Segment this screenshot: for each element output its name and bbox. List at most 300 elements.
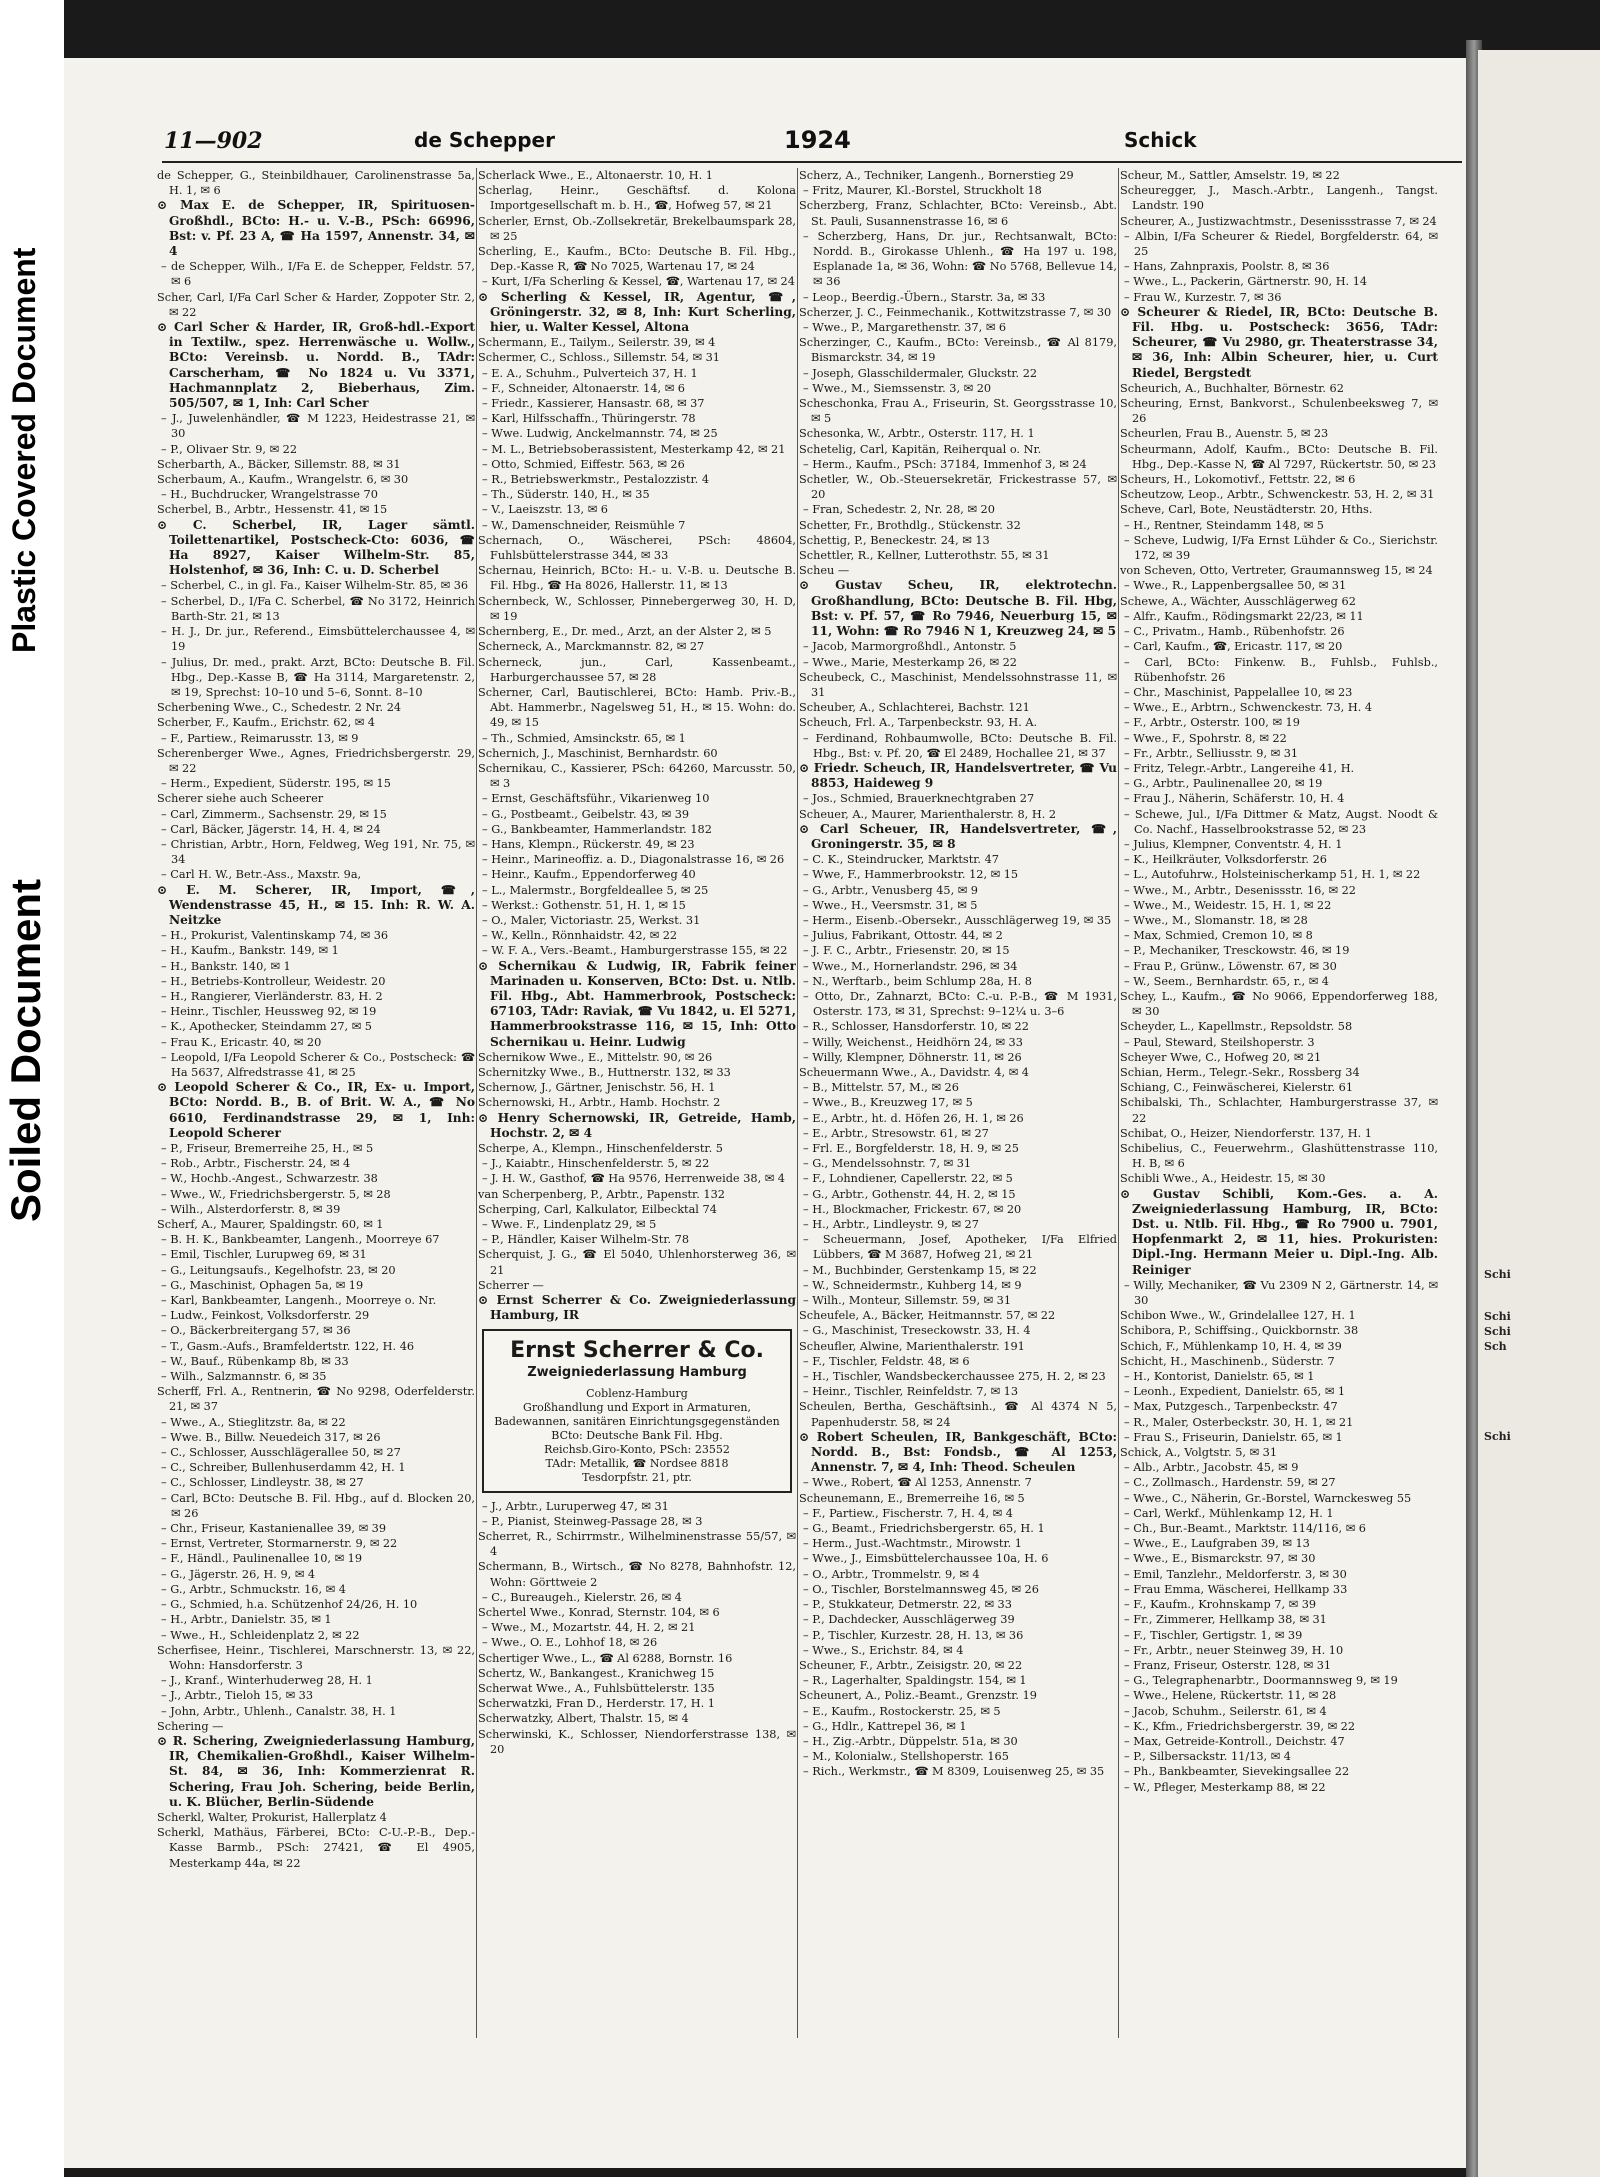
- directory-entry: Schertz, W., Bankangest., Kranichweg 15: [478, 1666, 715, 1680]
- directory-entry: – C., Schreiber, Bullenhuserdamm 42, H. 1: [161, 1461, 406, 1475]
- directory-entry: Scheunemann, E., Bremerreihe 16, ✉ 5: [799, 1491, 1025, 1505]
- directory-entry: – Wwe., Robert, ☎ Al 1253, Annenstr. 7: [803, 1476, 1032, 1490]
- scanner-margin: [0, 0, 64, 2177]
- directory-entry: Scherwinski, K., Schlosser, Niendorferstrasse 138, ✉ 20: [478, 1727, 796, 1756]
- directory-entry: – H., Betriebs-Kontrolleur, Weidestr. 20: [161, 974, 386, 988]
- directory-entry: – W., Damenschneider, Reismühle 7: [482, 518, 686, 532]
- directory-entry: – C., Bureaugeh., Kielerstr. 26, ✉ 4: [482, 1590, 682, 1604]
- directory-entry: – Fr., Arbtr., neuer Steinweg 39, H. 10: [1124, 1643, 1344, 1657]
- firm-entry: ⊙ Gustav Scheu, IR, elektrotechn. Großhandlung, BCto: Deutsche B. Fil. Hbg, Bst: v. Pf. 57, ☎ Ro 7946, Neuerburg 15, ✉ 11, Wohn: ☎ Ro 7946 N 1, Kreuzweg 24, ✉ 5: [799, 578, 1117, 639]
- directory-entry: – Herm., Expedient, Süderstr. 195, ✉ 15: [161, 777, 391, 791]
- directory-entry: – G., Maschinist, Ophagen 5a, ✉ 19: [161, 1278, 364, 1292]
- directory-entry: Schibelius, C., Feuerwehrm., Glashüttenstrasse 110, H. B, ✉ 6: [1120, 1142, 1438, 1171]
- header-last-entry: Schick: [1124, 128, 1197, 152]
- directory-entry: Scheurs, H., Lokomotivf., Fettstr. 22, ✉ 6: [1120, 473, 1356, 487]
- directory-entry: – Willy, Klempner, Döhnerstr. 11, ✉ 26: [803, 1050, 1022, 1064]
- directory-entry: – G., Arbtr., Venusberg 45, ✉ 9: [803, 883, 978, 897]
- directory-entry: – Leonh., Expedient, Danielstr. 65, ✉ 1: [1124, 1385, 1346, 1399]
- directory-entry: Scherbel, B., Arbtr., Hessenstr. 41, ✉ 15: [157, 503, 388, 517]
- firm-entry: ⊙ Max E. de Schepper, IR, Spirituosen-Großhdl., BCto: H.- u. V.-B., PSch: 66996, Bst: v. Pf. 23 A, ☎ Ha 1597, Annenstr. 34, ✉ 4: [157, 198, 475, 259]
- directory-entry: – Wwe., M., Hornerlandstr. 296, ✉ 34: [803, 959, 1018, 973]
- directory-entry: Scheuregger, J., Masch.-Arbtr., Langenh., Tangst. Landstr. 190: [1120, 184, 1438, 213]
- directory-entry: – H., Rentner, Steindamm 148, ✉ 5: [1124, 518, 1324, 532]
- directory-entry: – H., Blockmacher, Frickestr. 67, ✉ 20: [803, 1202, 1022, 1216]
- directory-entry: – V., Laeiszstr. 13, ✉ 6: [482, 503, 608, 517]
- directory-entry: Scheyder, L., Kapellmstr., Repsoldstr. 58: [1120, 1020, 1353, 1034]
- ad-subtitle: Zweigniederlassung Hamburg: [527, 1365, 747, 1381]
- directory-entry: Scheurmann, Adolf, Kaufm., BCto: Deutsche B. Fil. Hbg., Dep.-Kasse N, ☎ Al 7297, Rückertstr. 50, ✉ 23: [1120, 442, 1438, 471]
- directory-entry: Schetler, W., Ob.-Steuersekretär, Frickestrasse 57, ✉ 20: [799, 473, 1117, 502]
- directory-entry: Scheyer Wwe, C., Hofweg 20, ✉ 21: [1120, 1050, 1322, 1064]
- directory-entry: – Herm., Just.-Wachtmstr., Mirowstr. 1: [803, 1537, 1022, 1551]
- soiled-document-stamp: Soiled Document: [2, 878, 49, 1222]
- directory-entry: Scherler, Ernst, Ob.-Zollsekretär, Brekelbaumspark 28, ✉ 25: [478, 214, 796, 243]
- directory-entry: – W., Pfleger, Mesterkamp 88, ✉ 22: [1124, 1780, 1326, 1794]
- page-number: 11—902: [164, 128, 263, 154]
- directory-entry: – H., Kaufm., Bankstr. 149, ✉ 1: [161, 944, 339, 958]
- directory-entry: – H., Bankstr. 140, ✉ 1: [161, 959, 291, 973]
- directory-entry: Scherret, R., Schirrmstr., Wilhelminenstrasse 55/57, ✉ 4: [478, 1530, 796, 1559]
- directory-entry: Scheschonka, Frau A., Friseurin, St. Georgsstrasse 10, ✉ 5: [799, 397, 1117, 426]
- directory-entry: – J., Arbtr., Tieloh 15, ✉ 33: [161, 1689, 314, 1703]
- directory-entry: – de Schepper, Wilh., I/Fa E. de Schepper, Feldstr. 57, ✉ 6: [161, 260, 475, 289]
- directory-entry: – Scherbel, C., in gl. Fa., Kaiser Wilhelm-Str. 85, ✉ 36: [161, 579, 469, 593]
- directory-entry: – G., Arbtr., Schmuckstr. 16, ✉ 4: [161, 1582, 346, 1596]
- directory-entry: – W. F. A., Vers.-Beamt., Hamburgerstrasse 155, ✉ 22: [482, 944, 788, 958]
- directory-entry: – Carl, Kaufm., ☎, Ericastr. 117, ✉ 20: [1124, 640, 1343, 654]
- directory-entry: – B. H. K., Bankbeamter, Langenh., Moorreye 67: [161, 1233, 440, 1247]
- directory-entry: – M., Kolonialw., Stellshoperstr. 165: [803, 1750, 1009, 1764]
- directory-entry: – P., Dachdecker, Ausschlägerweg 39: [803, 1613, 1015, 1627]
- directory-entry: Scherling, E., Kaufm., BCto: Deutsche B. Fil. Hbg., Dep.-Kasse R, ☎ No 7025, Wartenau 17, ✉ 24: [478, 245, 796, 274]
- directory-entry: – L., Malermstr., Borgfeldeallee 5, ✉ 25: [482, 883, 709, 897]
- directory-entry: Scherlag, Heinr., Geschäftsf. d. Kolona Importgesellschaft m. b. H., ☎, Hofweg 57, ✉ 21: [478, 184, 796, 213]
- directory-entry: – Chr., Friseur, Kastanienallee 39, ✉ 39: [161, 1522, 387, 1536]
- ad-line: Coblenz-Hamburg: [586, 1386, 688, 1400]
- directory-entry: – Scherzberg, Hans, Dr. jur., Rechtsanwalt, BCto: Nordd. B., Girokasse Uhlenh., ☎ Ha 197 u. 198, Esplanade 1a, ✉ 36, Wohn: ☎ No 5768, Bellevue 14, ✉ 36: [803, 229, 1117, 289]
- directory-entry: – Leopold, I/Fa Leopold Scherer & Co., Postscheck: ☎ Ha 5637, Alfredstrasse 41, ✉ 25: [161, 1050, 475, 1079]
- directory-entry: – G., Bankbeamter, Hammerlandstr. 182: [482, 822, 712, 836]
- directory-entry: – G., Schmied, h.a. Schützenhof 24/26, H. 10: [161, 1598, 418, 1612]
- directory-entry: – Wilh., Salzmannstr. 6, ✉ 35: [161, 1370, 327, 1384]
- directory-entry: – G., Arbtr., Paulinenallee 20, ✉ 19: [1124, 777, 1323, 791]
- directory-entry: – L., Autofuhrw., Holsteinischerkamp 51, H. 1, ✉ 22: [1124, 868, 1421, 882]
- directory-entry: – K., Kfm., Friedrichsbergerstr. 39, ✉ 22: [1124, 1719, 1356, 1733]
- column-divider: [797, 168, 798, 2038]
- directory-entry: – Fr., Arbtr., Selliusstr. 9, ✉ 31: [1124, 746, 1299, 760]
- directory-entry: – C., Privatm., Hamb., Rübenhofstr. 26: [1124, 625, 1345, 639]
- directory-entry: – C., Schlosser, Ausschlägerallee 50, ✉ 27: [161, 1446, 401, 1460]
- directory-page: [64, 58, 1470, 2168]
- directory-entry: – Carl, Werkf., Mühlenkamp 12, H. 1: [1124, 1506, 1334, 1520]
- directory-entry: Schetelig, Carl, Kapitän, Reiherqual o. Nr.: [799, 442, 1042, 456]
- directory-entry: – O., Arbtr., Trommelstr. 9, ✉ 4: [803, 1567, 980, 1581]
- directory-entry: – Wwe., F., Spohrstr. 8, ✉ 22: [1124, 731, 1287, 745]
- directory-entry: Schiang, C., Feinwäscherei, Kielerstr. 61: [1120, 1081, 1354, 1095]
- directory-entry: – Wwe. F., Lindenplatz 29, ✉ 5: [482, 1218, 657, 1232]
- directory-entry: – K., Apothecker, Steindamm 27, ✉ 5: [161, 1020, 372, 1034]
- ad-line: TAdr: Metallik, ☎ Nordsee 8818: [545, 1456, 729, 1470]
- directory-entry: – G., Jägerstr. 26, H. 9, ✉ 4: [161, 1567, 316, 1581]
- directory-entry: Schernberg, E., Dr. med., Arzt, an der Alster 2, ✉ 5: [478, 625, 772, 639]
- directory-entry: – E., Arbtr., ht. d. Höfen 26, H. 1, ✉ 26: [803, 1111, 1024, 1125]
- ad-body: [492, 1387, 782, 1485]
- directory-entry: – Wwe., M., Arbtr., Desenissstr. 16, ✉ 22: [1124, 883, 1356, 897]
- directory-entry: Scheuner, F., Arbtr., Zeisigstr. 20, ✉ 22: [799, 1658, 1023, 1672]
- directory-entry: – K., Heilkräuter, Volksdorferstr. 26: [1124, 853, 1327, 867]
- directory-entry: – Heinr., Kaufm., Eppendorferweg 40: [482, 868, 696, 882]
- directory-entry: – G., Postbeamt., Geibelstr. 43, ✉ 39: [482, 807, 690, 821]
- directory-entry: – Jos., Schmied, Brauerknechtgraben 27: [803, 792, 1035, 806]
- directory-entry: – Carl, BCto: Finkenw. B., Fuhlsb., Fuhlsb., Rübenhofstr. 26: [1124, 655, 1438, 684]
- directory-entry: – W., Schneidermstr., Kuhberg 14, ✉ 9: [803, 1278, 1022, 1292]
- firm-entry: ⊙ Carl Scheuer, IR, Handelsvertreter, ☎, Groningerstr. 35, ✉ 8: [799, 821, 1117, 851]
- directory-entry: – F., Händl., Paulinenallee 10, ✉ 19: [161, 1552, 363, 1566]
- directory-entry: – J. H. W., Gasthof, ☎ Ha 9576, Herrenweide 38, ✉ 4: [482, 1172, 785, 1186]
- directory-entry: – F., Kaufm., Krohnskamp 7, ✉ 39: [1124, 1598, 1317, 1612]
- directory-entry: – Karl, Hilfsschaffn., Thüringerstr. 78: [482, 412, 696, 426]
- directory-entry: Schernow, J., Gärtner, Jenischstr. 56, H. 1: [478, 1081, 716, 1095]
- directory-entry: von Scheven, Otto, Vertreter, Graumannsweg 15, ✉ 24: [1120, 564, 1433, 578]
- directory-entry: – Scheuermann, Josef, Apotheker, I/Fa Elfried Lübbers, ☎ M 3687, Hofweg 21, ✉ 21: [803, 1233, 1117, 1262]
- directory-entry: – Wwe., C., Näherin, Gr.-Borstel, Warnckesweg 55: [1124, 1491, 1412, 1505]
- directory-entry: – Willy, Mechaniker, ☎ Vu 2309 N 2, Gärtnerstr. 14, ✉ 30: [1124, 1278, 1438, 1308]
- directory-entry: Scheve, Carl, Bote, Neustädterstr. 20, Hths.: [1120, 503, 1373, 517]
- directory-entry: – R., Maler, Osterbeckstr. 30, H. 1, ✉ 21: [1124, 1415, 1354, 1429]
- firm-entry: ⊙ Robert Scheulen, IR, Bankgeschäft, BCto: Nordd. B., Bst: Fondsb., ☎ Al 1253, Annenstr. 7, ✉ 4, Inh: Theod. Scheulen: [799, 1429, 1117, 1475]
- directory-entry: – Frau W., Kurzestr. 7, ✉ 36: [1124, 290, 1282, 304]
- directory-entry: Schewe, A., Wächter, Ausschlägerweg 62: [1120, 594, 1356, 608]
- directory-entry: – Heinr., Tischler, Heussweg 92, ✉ 19: [161, 1005, 377, 1019]
- facing-page-fragment: Schi: [1484, 1310, 1511, 1323]
- directory-entry: – Friedr., Kassierer, Hansastr. 68, ✉ 37: [482, 397, 705, 411]
- directory-entry: Schernbeck, W., Schlosser, Pinnebergerweg 30, H. D, ✉ 19: [478, 594, 796, 623]
- directory-entry: – C., Schlosser, Lindleystr. 38, ✉ 27: [161, 1476, 364, 1490]
- firm-entry: ⊙ Scherling & Kessel, IR, Agentur, ☎, Gröningerstr. 32, ✉ 8, Inh: Kurt Scherling, hier, u. Walter Kessel, Altona: [478, 289, 796, 335]
- directory-entry: – Wwe., M., Mozartstr. 44, H. 2, ✉ 21: [482, 1621, 696, 1635]
- directory-entry: Schernikau, C., Kassierer, PSch: 64260, Marcusstr. 50, ✉ 3: [478, 761, 796, 791]
- directory-entry: Scher, Carl, I/Fa Carl Scher & Harder, Zoppoter Str. 2, ✉ 22: [157, 290, 475, 319]
- directory-entry: Scherbening Wwe., C., Schedestr. 2 Nr. 24: [157, 701, 402, 715]
- directory-entry: Schibalski, Th., Schlachter, Hamburgerstrasse 37, ✉ 22: [1120, 1096, 1438, 1125]
- directory-entry: Scheunert, A., Poliz.-Beamt., Grenzstr. 19: [799, 1689, 1037, 1703]
- directory-entry: – F., Tischler, Feldstr. 48, ✉ 6: [803, 1354, 970, 1368]
- directory-entry: Scherbarth, A., Bäcker, Sillemstr. 88, ✉ 31: [157, 457, 401, 471]
- directory-entry: – Frau P., Grünw., Löwenstr. 67, ✉ 30: [1124, 959, 1337, 973]
- directory-entry: – Ch., Bur.-Beamt., Marktstr. 114/116, ✉ 6: [1124, 1522, 1366, 1536]
- page-header: [164, 128, 1464, 152]
- directory-entry: Schernikow Wwe., E., Mittelstr. 90, ✉ 26: [478, 1050, 713, 1064]
- directory-entry: – Wwe., E., Arbtrn., Schwenckestr. 73, H. 4: [1124, 701, 1373, 715]
- directory-entry: – Wwe., B., Kreuzweg 17, ✉ 5: [803, 1096, 973, 1110]
- directory-entry: Schermann, B., Wirtsch., ☎ No 8278, Bahnhofstr. 12, Wohn: Görttweie 2: [478, 1560, 796, 1589]
- directory-entry: Scherz, A., Techniker, Langenh., Bornerstieg 29: [799, 169, 1074, 182]
- directory-entry: – Wwe., H., Veersmstr. 31, ✉ 5: [803, 898, 978, 912]
- facing-page-fragment: Schi: [1484, 1325, 1511, 1338]
- facing-page-fragment: Schi: [1484, 1268, 1511, 1281]
- directory-entry: – W., Seem., Bernhardstr. 65, r., ✉ 4: [1124, 974, 1329, 988]
- firm-entry: ⊙ Friedr. Scheuch, IR, Handelsvertreter, ☎ Vu 8853, Haideweg 9: [799, 760, 1117, 791]
- directory-entry: – G., Arbtr., Gothenstr. 44, H. 2, ✉ 15: [803, 1187, 1016, 1201]
- directory-entry: – W., Bauf., Rübenkamp 8b, ✉ 33: [161, 1354, 349, 1368]
- directory-entry: – H., Zig.-Arbtr., Düppelstr. 51a, ✉ 30: [803, 1734, 1018, 1748]
- directory-entry: – F., Partiew., Fischerstr. 7, H. 4, ✉ 4: [803, 1506, 1013, 1520]
- directory-entry: Scheu —: [799, 564, 850, 578]
- directory-entry: Scheufele, A., Bäcker, Heitmannstr. 57, ✉ 22: [799, 1309, 1056, 1323]
- directory-column-1: [157, 168, 475, 2058]
- directory-entry: – Fritz, Maurer, Kl.-Borstel, Struckholt 18: [803, 184, 1042, 198]
- directory-entry: – Wwe, F., Hammerbrookstr. 12, ✉ 15: [803, 868, 1019, 882]
- directory-entry: Scheufler, Alwine, Marienthalerstr. 191: [799, 1339, 1025, 1353]
- ad-line: Großhandlung und Export in Armaturen, Badewannen, sanitären Einrichtungsgegenständen: [494, 1400, 780, 1428]
- directory-entry: Scherwatzky, Albert, Thalstr. 15, ✉ 4: [478, 1712, 689, 1726]
- directory-entry: van Scherpenberg, P., Arbtr., Papenstr. 132: [478, 1187, 725, 1201]
- directory-entry: – Herm., Kaufm., PSch: 37184, Immenhof 3, ✉ 24: [803, 457, 1087, 471]
- directory-entry: – Alfr., Kaufm., Rödingsmarkt 22/23, ✉ 11: [1124, 609, 1364, 623]
- facing-page-fragment: Schi: [1484, 1430, 1511, 1443]
- directory-entry: – Alb., Arbtr., Jacobstr. 45, ✉ 9: [1124, 1461, 1299, 1475]
- directory-entry: Scherbaum, A., Kaufm., Wrangelstr. 6, ✉ 30: [157, 473, 409, 487]
- directory-entry: – M., Buchbinder, Gerstenkamp 15, ✉ 22: [803, 1263, 1037, 1277]
- firm-entry: ⊙ Ernst Scherrer & Co. Zweigniederlassung Hamburg, IR: [478, 1293, 796, 1323]
- directory-entry: – P., Pianist, Steinweg-Passage 28, ✉ 3: [482, 1514, 703, 1528]
- directory-entry: – Leop., Beerdig.-Übern., Starstr. 3a, ✉ 33: [803, 290, 1046, 304]
- directory-entry: – Wwe., M., Slomanstr. 18, ✉ 28: [1124, 913, 1308, 927]
- directory-entry: Schicht, H., Maschinenb., Süderstr. 7: [1120, 1354, 1335, 1368]
- directory-entry: Schesonka, W., Arbtr., Osterstr. 117, H. 1: [799, 427, 1035, 441]
- directory-entry: Scheurich, A., Buchhalter, Börnestr. 62: [1120, 381, 1344, 395]
- directory-entry: Scherkl, Walter, Prokurist, Hallerplatz 4: [157, 1810, 387, 1824]
- directory-entry: Schertiger Wwe., L., ☎ Al 6288, Bornstr. 16: [478, 1651, 733, 1665]
- directory-entry: – Chr., Maschinist, Pappelallee 10, ✉ 23: [1124, 685, 1353, 699]
- directory-entry: – H., Kontorist, Danielstr. 65, ✉ 1: [1124, 1370, 1315, 1384]
- directory-entry: Schick, A., Volgtstr. 5, ✉ 31: [1120, 1446, 1278, 1460]
- firm-entry: ⊙ C. Scherbel, IR, Lager sämtl. Toilettenartikel, Postscheck-Cto: 6036, ☎ Ha 8927, Kaiser Wilhelm-Str. 85, Holstenhof, ✉ 36, Inh: C. u. D. Scherbel: [157, 517, 475, 578]
- directory-entry: Scheuermann Wwe., A., Davidstr. 4, ✉ 4: [799, 1065, 1029, 1079]
- directory-entry: – N., Werftarb., beim Schlump 28a, H. 8: [803, 974, 1032, 988]
- firm-entry: ⊙ R. Schering, Zweigniederlassung Hamburg, IR, Chemikalien-Großhdl., Kaiser Wilhelm-St. 84, ✉ 36, Inh: Kommerzienrat R. Schering, Frau Joh. Schering, beide Berlin, u. K. Blücher, Berlin-Südende: [157, 1733, 475, 1809]
- directory-entry: – Emil, Tanzlehr., Meldorferstr. 3, ✉ 30: [1124, 1567, 1347, 1581]
- directory-entry: Scheuber, A., Schlachterei, Bachstr. 121: [799, 701, 1030, 715]
- directory-entry: – Wwe., L., Packerin, Gärtnerstr. 90, H. 14: [1124, 275, 1368, 289]
- directory-entry: – Joseph, Glasschildermaler, Gluckstr. 22: [803, 366, 1038, 380]
- directory-entry: – Wwe., O. E., Lohhof 18, ✉ 26: [482, 1636, 658, 1650]
- directory-entry: – Wwe., M., Weidestr. 15, H. 1, ✉ 22: [1124, 898, 1332, 912]
- directory-entry: – F., Arbtr., Osterstr. 100, ✉ 19: [1124, 716, 1300, 730]
- directory-entry: – Heinr., Marineoffiz. a. D., Diagonalstrasse 16, ✉ 26: [482, 853, 785, 867]
- directory-entry: Scherlack Wwe., E., Altonaerstr. 10, H. 1: [478, 169, 713, 182]
- directory-entry: – Wilh., Alsterdorferstr. 8, ✉ 39: [161, 1202, 341, 1216]
- directory-entry: – G., Telegraphenarbtr., Doormannsweg 9, ✉ 19: [1124, 1674, 1398, 1688]
- directory-entry: – Fritz, Telegr.-Arbtr., Langereihe 41, H.: [1124, 761, 1355, 775]
- directory-entry: Scherner, Carl, Bautischlerei, BCto: Hamb. Priv.-B., Abt. Hammerbr., Nagelsweg 51, H., ✉ 15. Wohn: do. 49, ✉ 15: [478, 685, 796, 730]
- directory-entry: Schey, L., Kaufm., ☎ No 9066, Eppendorferweg 188, ✉ 30: [1120, 989, 1438, 1019]
- directory-column-3: [799, 168, 1117, 2058]
- directory-entry: – H., Buchdrucker, Wrangelstrasse 70: [161, 488, 378, 502]
- directory-entry: Scherff, Frl. A., Rentnerin, ☎ No 9298, Oderfelderstr. 21, ✉ 37: [157, 1385, 475, 1414]
- ad-line: Tesdorpfstr. 21, ptr.: [582, 1470, 692, 1484]
- directory-entry: – Frau K., Ericastr. 40, ✉ 20: [161, 1035, 322, 1049]
- directory-entry: Schernitzky Wwe., B., Huttnerstr. 132, ✉ 33: [478, 1065, 731, 1079]
- firm-entry: ⊙ Carl Scher & Harder, IR, Groß-hdl.-Export in Textilw., spez. Herrenwäsche u. Wollw., BCto: Vereinsb. u. Nordd. B., TAdr: Carscherham, ☎ No 1824 u. Vu 3371, Hachmannplatz 2, Bieberhaus, Zim. 505/507, ✉ 1, Inh: Carl Scher: [157, 320, 475, 411]
- directory-entry: – Emil, Tischler, Lurupweg 69, ✉ 31: [161, 1248, 367, 1262]
- directory-entry: Schernau, Heinrich, BCto: H.- u. V.-B. u. Deutsche B. Fil. Hbg., ☎ Ha 8026, Hallerstr. 11, ✉ 13: [478, 564, 796, 593]
- directory-entry: – Jacob, Schuhm., Seilerstr. 61, ✉ 4: [1124, 1704, 1327, 1718]
- directory-entry: – Julius, Fabrikant, Ottostr. 44, ✉ 2: [803, 929, 1003, 943]
- directory-entry: – J. F. C., Arbtr., Friesenstr. 20, ✉ 15: [803, 944, 1010, 958]
- directory-entry: – J., Kaiabtr., Hinschenfelderstr. 5, ✉ 22: [482, 1157, 710, 1171]
- directory-entry: – E., Kaufm., Rostockerstr. 25, ✉ 5: [803, 1704, 1001, 1718]
- directory-entry: – Wwe., M., Siemssenstr. 3, ✉ 20: [803, 381, 992, 395]
- directory-entry: de Schepper, G., Steinbildhauer, Carolinenstrasse 5a, H. 1, ✉ 6: [157, 169, 475, 198]
- directory-entry: Scheulen, Bertha, Geschäftsinh., ☎ Al 4374 N 5, Papenhuderstr. 58, ✉ 24: [799, 1400, 1117, 1429]
- directory-entry: – W., Kelln., Rönnhaidstr. 42, ✉ 22: [482, 929, 678, 943]
- directory-entry: Schermer, C., Schloss., Sillemstr. 54, ✉ 31: [478, 351, 720, 365]
- directory-entry: Scheurer, A., Justizwachtmstr., Desenissstrasse 7, ✉ 24: [1120, 214, 1437, 228]
- directory-entry: – Carl, Zimmerm., Sachsenstr. 29, ✉ 15: [161, 807, 387, 821]
- directory-entry: – Wwe. Ludwig, Anckelmannstr. 74, ✉ 25: [482, 427, 718, 441]
- directory-entry: Schernich, J., Maschinist, Bernhardstr. 60: [478, 746, 718, 760]
- directory-entry: – Wwe., E., Laufgraben 39, ✉ 13: [1124, 1537, 1310, 1551]
- directory-entry: – M. L., Betriebsoberassistent, Mesterkamp 42, ✉ 21: [482, 442, 786, 456]
- directory-entry: – Schewe, Jul., I/Fa Dittmer & Matz, Augst. Noodt & Co. Nachf., Hasselbrookstrasse 52, ✉ 23: [1124, 807, 1438, 836]
- directory-entry: – Carl, Bäcker, Jägerstr. 14, H. 4, ✉ 24: [161, 822, 381, 836]
- directory-entry: Scherf, A., Maurer, Spaldingstr. 60, ✉ 1: [157, 1218, 384, 1232]
- directory-entry: – C. K., Steindrucker, Marktstr. 47: [803, 853, 999, 867]
- directory-entry: – H., Arbtr., Lindleystr. 9, ✉ 27: [803, 1218, 979, 1232]
- directory-entry: – G., Hdlr., Kattrepel 36, ✉ 1: [803, 1719, 967, 1733]
- directory-entry: – Max, Putzgesch., Tarpenbeckstr. 47: [1124, 1400, 1338, 1414]
- directory-entry: – Karl, Bankbeamter, Langenh., Moorreye o. Nr.: [161, 1294, 437, 1308]
- directory-entry: – Albin, I/Fa Scheurer & Riedel, Borgfelderstr. 64, ✉ 25: [1124, 229, 1438, 259]
- directory-entry: – Werkst.: Gothenstr. 51, H. 1, ✉ 15: [482, 898, 686, 912]
- facing-page-edge: [1478, 50, 1600, 2177]
- directory-entry: – P., Olivaer Str. 9, ✉ 22: [161, 442, 298, 456]
- directory-entry: – Ph., Bankbeamter, Sievekingsallee 22: [1124, 1765, 1350, 1779]
- directory-entry: – E., Arbtr., Stresowstr. 61, ✉ 27: [803, 1126, 989, 1140]
- directory-entry: – Willy, Weichenst., Heidhörn 24, ✉ 33: [803, 1035, 1023, 1049]
- directory-entry: Scherber, F., Kaufm., Erichstr. 62, ✉ 4: [157, 716, 375, 730]
- directory-entry: – Julius, Dr. med., prakt. Arzt, BCto: Deutsche B. Fil. Hbg., Dep.-Kasse B, ☎ Ha 3114, Margaretenstr. 2, ✉ 19, Sprechst: 10–10 und 5–6, Sonnt. 8–10: [161, 655, 475, 699]
- directory-entry: Scheuch, Frl. A., Tarpenbeckstr. 93, H. A.: [799, 716, 1038, 730]
- directory-entry: – R., Betriebswerkmstr., Pestalozzistr. 4: [482, 473, 710, 487]
- header-first-entry: de Schepper: [414, 128, 555, 152]
- directory-entry: – Frl. E., Borgfelderstr. 18, H. 9, ✉ 25: [803, 1142, 1019, 1155]
- directory-entry: Scherer siehe auch Scheerer: [157, 792, 324, 806]
- directory-entry: – Wwe., W., Friedrichsbergerstr. 5, ✉ 28: [161, 1187, 391, 1201]
- directory-entry: Scherrer —: [478, 1278, 544, 1292]
- directory-entry: – Carl H. W., Betr.-Ass., Maxstr. 9a,: [161, 868, 362, 882]
- header-rule: [162, 161, 1462, 163]
- directory-entry: Schian, Herm., Telegr.-Sekr., Rossberg 34: [1120, 1065, 1360, 1079]
- directory-entry: Scherfisee, Heinr., Tischlerei, Marschnerstr. 13, ✉ 22, Wohn: Hansdorferstr. 3: [157, 1643, 475, 1672]
- directory-entry: – P., Silbersackstr. 11/13, ✉ 4: [1124, 1750, 1291, 1764]
- facing-page-fragment: Sch: [1484, 1340, 1507, 1353]
- directory-entry: Schering —: [157, 1719, 224, 1733]
- directory-entry: Schich, F., Mühlenkamp 10, H. 4, ✉ 39: [1120, 1339, 1342, 1353]
- directory-entry: Scheubeck, C., Maschinist, Mendelssohnstrasse 11, ✉ 31: [799, 670, 1117, 699]
- directory-entry: Scherzberg, Franz, Schlachter, BCto: Vereinsb., Abt. St. Pauli, Susannenstrasse 16, ✉ 6: [799, 199, 1117, 228]
- directory-entry: – G., Beamt., Friedrichsbergerstr. 65, H. 1: [803, 1522, 1045, 1536]
- directory-entry: – Th., Süderstr. 140, H., ✉ 35: [482, 488, 650, 502]
- directory-entry: – P., Händler, Kaiser Wilhelm-Str. 78: [482, 1233, 690, 1247]
- directory-column-2: [478, 168, 796, 2058]
- directory-entry: – F., Schneider, Altonaerstr. 14, ✉ 6: [482, 381, 685, 395]
- directory-entry: – Paul, Steward, Steilshoperstr. 3: [1124, 1035, 1315, 1049]
- firm-entry: ⊙ Scheurer & Riedel, IR, BCto: Deutsche B. Fil. Hbg. u. Postscheck: 3656, TAdr: Scheurer, ☎ Vu 2980, gr. Theaterstrasse 34, ✉ 36, Inh: Albin Scheurer, hier, u. Curt Riedel, Bergstedt: [1120, 304, 1438, 380]
- directory-entry: – Fran, Schedestr. 2, Nr. 28, ✉ 20: [803, 503, 995, 517]
- directory-entry: – R., Schlosser, Hansdorferstr. 10, ✉ 22: [803, 1020, 1029, 1034]
- directory-entry: – P., Stukkateur, Detmerstr. 22, ✉ 33: [803, 1598, 1012, 1612]
- directory-entry: Schettig, P., Beneckestr. 24, ✉ 13: [799, 533, 990, 547]
- directory-entry: – Max, Schmied, Cremon 10, ✉ 8: [1124, 929, 1313, 943]
- directory-entry: Scheurlen, Frau B., Auenstr. 5, ✉ 23: [1120, 427, 1329, 441]
- directory-entry: – Heinr., Tischler, Reinfeldstr. 7, ✉ 13: [803, 1385, 1019, 1399]
- directory-entry: – H., Tischler, Wandsbeckerchaussee 275, H. 2, ✉ 23: [803, 1370, 1106, 1384]
- directory-entry: – Wwe., R., Lappenbergsallee 50, ✉ 31: [1124, 579, 1347, 593]
- directory-entry: – W., Hochb.-Angest., Schwarzestr. 38: [161, 1172, 378, 1186]
- directory-entry: – Hans, Zahnpraxis, Poolstr. 8, ✉ 36: [1124, 260, 1330, 274]
- directory-entry: – F., Partiew., Reimarusstr. 13, ✉ 9: [161, 731, 359, 745]
- directory-entry: Schermann, E., Tailym., Seilerstr. 39, ✉ 4: [478, 336, 716, 350]
- firm-entry: ⊙ Gustav Schibli, Kom.-Ges. a. A. Zweigniederlassung Hamburg, IR, BCto: Dst. u. Ntlb. Fil. Hbg., ☎ Ro 7900 u. 7901, Hopfenmarkt 2, ✉ 11, hies. Prokuristen: Dipl.-Ing. Hermann Meier u. Dipl.-Ing. Alb. Reiniger: [1120, 1186, 1438, 1277]
- directory-entry: Scherping, Carl, Kalkulator, Eilbecktal 74: [478, 1202, 717, 1216]
- directory-entry: Schibat, O., Heizer, Niendorferstr. 137, H. 1: [1120, 1126, 1372, 1140]
- directory-entry: Scherzer, J. C., Feinmechanik., Kottwitzstrasse 7, ✉ 30: [799, 305, 1112, 319]
- header-year: 1924: [784, 126, 851, 154]
- directory-entry: – John, Arbtr., Uhlenh., Canalstr. 38, H. 1: [161, 1704, 397, 1718]
- directory-entry: Schibli Wwe., A., Heidestr. 15, ✉ 30: [1120, 1172, 1326, 1186]
- directory-entry: Scherwat Wwe., A., Fuhlsbüttelerstr. 135: [478, 1682, 715, 1696]
- directory-entry: Schibon Wwe., W., Grindelallee 127, H. 1: [1120, 1309, 1356, 1323]
- directory-entry: Schetter, Fr., Brothdlg., Stückenstr. 32: [799, 518, 1021, 532]
- directory-entry: – Jacob, Marmorgroßhdl., Antonstr. 5: [803, 640, 1017, 654]
- directory-entry: – Max, Getreide-Kontroll., Deichstr. 47: [1124, 1734, 1345, 1748]
- directory-entry: – F., Lohndiener, Capellerstr. 22, ✉ 5: [803, 1172, 1013, 1186]
- directory-entry: Scherkl, Mathäus, Färberei, BCto: C-U.-P.-B., Dep.-Kasse Barmb., PSch: 27421, ☎ El 4905, Mesterkamp 44a, ✉ 22: [157, 1826, 475, 1870]
- directory-entry: Scheur, M., Sattler, Amselstr. 19, ✉ 22: [1120, 169, 1340, 182]
- directory-entry: – Wwe., E., Bismarckstr. 97, ✉ 30: [1124, 1552, 1316, 1566]
- ad-line: BCto: Deutsche Bank Fil. Hbg.: [551, 1428, 723, 1442]
- directory-entry: – H., Prokurist, Valentinskamp 74, ✉ 36: [161, 929, 389, 943]
- directory-entry: – Herm., Eisenb.-Obersekr., Ausschlägerweg 19, ✉ 35: [803, 913, 1112, 927]
- directory-entry: – Franz, Friseur, Osterstr. 128, ✉ 31: [1124, 1658, 1332, 1672]
- directory-entry: Scherneck, jun., Carl, Kassenbeamt., Harburgerchaussee 57, ✉ 28: [478, 655, 796, 684]
- directory-entry: – G., Mendelssohnstr. 7, ✉ 31: [803, 1157, 972, 1171]
- directory-entry: Scherzinger, C., Kaufm., BCto: Vereinsb., ☎ Al 8179, Bismarckstr. 34, ✉ 19: [799, 336, 1117, 365]
- directory-entry: – Ernst, Vertreter, Stormarnerstr. 9, ✉ 22: [161, 1537, 398, 1551]
- directory-entry: – Wwe., Marie, Mesterkamp 26, ✉ 22: [803, 655, 1017, 669]
- directory-entry: – C., Zollmasch., Hardenstr. 59, ✉ 27: [1124, 1476, 1336, 1490]
- directory-entry: – Ludw., Feinkost, Volksdorferstr. 29: [161, 1309, 370, 1323]
- directory-entry: – Carl, BCto: Deutsche B. Fil. Hbg., auf d. Blocken 20, ✉ 26: [161, 1491, 475, 1520]
- directory-entry: – J., Arbtr., Luruperweg 47, ✉ 31: [482, 1499, 669, 1513]
- directory-entry: Scherpe, A., Klempn., Hinschenfelderstr. 5: [478, 1142, 723, 1155]
- directory-entry: – Ernst, Geschäftsführ., Vikarienweg 10: [482, 792, 710, 806]
- directory-entry: – H. J., Dr. jur., Referend., Eimsbüttelerchaussee 4, ✉ 19: [161, 625, 475, 654]
- plastic-covered-stamp: Plastic Covered Document: [6, 247, 42, 653]
- directory-entry: – Wwe., J., Eimsbüttelerchaussee 10a, H. 6: [803, 1552, 1049, 1566]
- directory-entry: – Wwe., H., Schleidenplatz 2, ✉ 22: [161, 1628, 360, 1642]
- directory-entry: – Wwe. B., Billw. Neuedeich 317, ✉ 26: [161, 1430, 381, 1444]
- directory-entry: – Frau Emma, Wäscherei, Hellkamp 33: [1124, 1582, 1348, 1596]
- directory-entry: Schernowski, H., Arbtr., Hamb. Hochstr. 2: [478, 1096, 721, 1110]
- directory-column-4: [1120, 168, 1438, 2058]
- directory-entry: – Fr., Zimmerer, Hellkamp 38, ✉ 31: [1124, 1613, 1327, 1627]
- directory-entry: – O., Tischler, Borstelmannsweg 45, ✉ 26: [803, 1582, 1039, 1596]
- directory-entry: – J., Kranf., Winterhuderweg 28, H. 1: [161, 1674, 373, 1688]
- directory-entry: – H., Rangierer, Vierländerstr. 83, H. 2: [161, 989, 383, 1003]
